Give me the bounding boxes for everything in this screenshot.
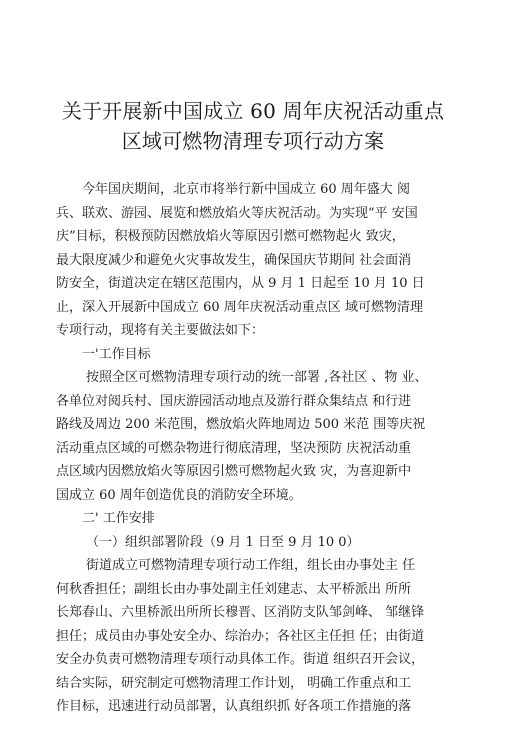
paragraph-line: 庆”目标，积极预防因燃放焰火等原因引燃可燃物起火 致灾， <box>56 229 405 244</box>
paragraph-line: 止，深入开展新中国成立 60 周年庆祝活动重点区 域可燃物清理 <box>56 299 423 315</box>
paragraph-line: 按照全区可燃物清理专项行动的统一部署 ,各社区 、物 业、 <box>86 370 428 385</box>
paragraph-line: 点区域内因燃放焰火等原因引燃可燃物起火致 灾，为喜迎新中 <box>56 464 412 479</box>
document-title <box>40 96 466 156</box>
paragraph-line: 街道成立可燃物清理专项行动工作组，组长由办事处主 任 <box>86 558 416 573</box>
paragraph-line: 担任；成员由办事处安全办、综治办；各社区主任担 任；由街道 <box>56 628 425 644</box>
section-heading: 二' 工作安排 <box>82 511 155 526</box>
paragraph-line: 路线及周边 200 米范围，燃放焰火阵地周边 500 米范 围等庆祝 <box>56 417 426 432</box>
paragraph-line: 国成立 60 周年创造优良的消防安全环境。 <box>56 487 302 503</box>
title-line: 区域可燃物清理专项行动方案 <box>121 129 385 153</box>
subsection-heading: （一）组织部署阶段（9 月 1 日至 9 月 10 0） <box>86 534 360 550</box>
paragraph-line: 安全办负责可燃物清理专项行动具体工作。街道 组织召开会议， <box>56 652 425 667</box>
paragraph-line: 兵、联欢、游园、展览和燃放焰火等庆祝活动。为实现“平 安国 <box>56 205 418 221</box>
paragraph-line: 各单位对阅兵村、国庆游园活动地点及游行群众集结点 和行进 <box>56 393 412 409</box>
paragraph-line: 结合实际，研究制定可燃物清理工作计划， 明确工作重点和工 <box>56 675 412 691</box>
paragraph-line: 专项行动，现将有关主要做法如下： <box>56 323 265 338</box>
paragraph-line: 最大限度减少和避免火灾事故发生，确保国庆节期间 社会面消 <box>56 252 412 268</box>
paragraph-line: 长郑春山、六里桥派出所所长穆晋、区消防支队邹剑峰、 邹继锋 <box>56 605 425 620</box>
title-line: 关于开展新中国成立 60 周年庆祝活动重点 <box>61 99 445 123</box>
paragraph-line: 活动重点区域的可燃杂物进行彻底清理，坚决预防 庆祝活动重 <box>56 440 412 456</box>
section-heading: 一'工作目标 <box>82 346 151 362</box>
paragraph-line: 今年国庆期间，北京市将举行新中国成立 60 周年盛大 阅 <box>82 182 410 197</box>
paragraph-line: 防安全，街道决定在辖区范围内，从 9 月 1 日起至 10 月 10 日 <box>56 276 425 291</box>
paragraph-line: 何秋香担任；副组长由办事处副主任刘建志、太平桥派出 所所 <box>56 581 412 597</box>
document-body <box>56 178 456 719</box>
paragraph-line: 作目标，迅速进行动员部署，认真组织抓 好各项工作措施的落 <box>56 699 412 714</box>
